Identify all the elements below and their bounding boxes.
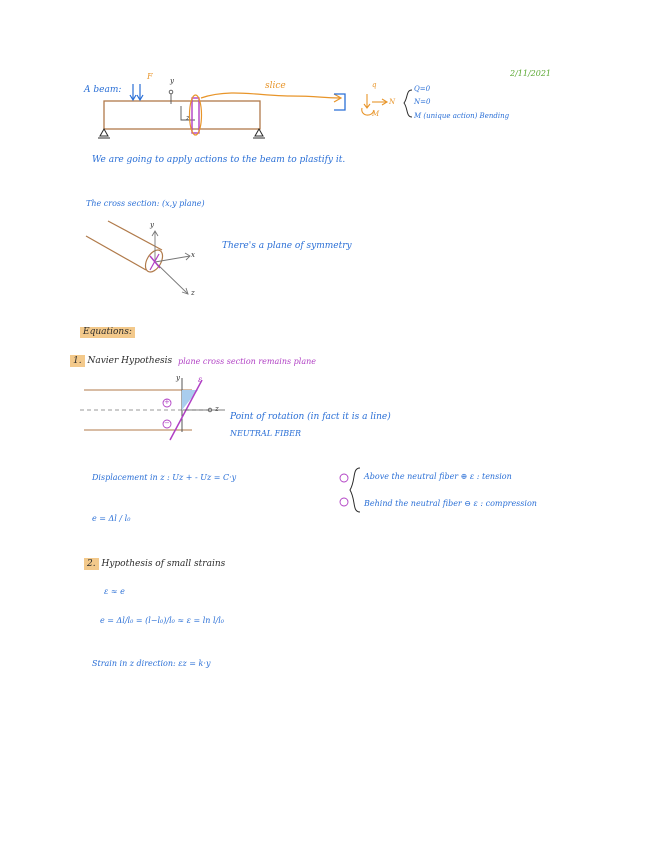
strain-z: Strain in z direction: εz = k·y: [92, 659, 211, 668]
displacement-text: Displacement in z : Uz + - Uz = C·y: [92, 473, 237, 482]
hypothesis1-number: 1.: [70, 355, 85, 367]
beam-axis-y: y: [170, 77, 174, 85]
equations-heading: Equations:: [80, 327, 135, 338]
section-axis-x: x: [191, 251, 195, 259]
plus-sign: +: [164, 398, 170, 406]
neutral-fiber-label: NEUTRAL FIBER: [230, 429, 302, 438]
cross-section-title: The cross section: (x,y plane): [86, 199, 205, 208]
rotation-note: Point of rotation (in fact it is a line): [230, 412, 391, 422]
above-neutral: Above the neutral fiber ⊕ ε : tension: [364, 472, 512, 481]
approx-eq: ε ≈ e: [104, 587, 125, 596]
epsilon-label: ε: [198, 375, 203, 384]
condition-q: Q=0: [414, 85, 431, 93]
plastify-sentence: We are going to apply actions to the beam to plastify it.: [92, 155, 346, 165]
behind-neutral: Behind the neutral fiber ⊖ ε : compression: [364, 499, 537, 508]
navier-axis-y: y: [176, 374, 180, 382]
log-strain-formula: e = Δl/l₀ = (l−l₀)/l₀ ≈ ε = ln l/l₀: [100, 616, 224, 625]
moment-M-label: M: [372, 110, 380, 118]
compression-circle-icon: [340, 498, 348, 506]
hypothesis2-title: [84, 560, 225, 569]
normal-N-label: N: [389, 98, 396, 106]
hypothesis2-name: Hypothesis of small strains: [101, 559, 226, 569]
condition-n: N=0: [414, 98, 431, 106]
hypothesis1-name: Navier Hypothesis: [87, 356, 173, 366]
symmetry-note: There's a plane of symmetry: [222, 241, 352, 251]
condition-m: M (unique action) Bending: [414, 112, 510, 120]
beam-label: A beam:: [84, 85, 122, 95]
minus-sign: −: [164, 419, 170, 427]
beam-axis-z: z: [186, 114, 190, 122]
hypothesis1-subtitle: plane cross section remains plane: [178, 357, 316, 366]
slice-label: slice: [265, 81, 286, 91]
e-formula: e = Δl / l₀: [92, 514, 131, 523]
section-axis-z: z: [191, 289, 195, 297]
force-label: F: [147, 72, 153, 81]
tension-circle-icon: [340, 474, 348, 482]
hypothesis2-number: 2.: [84, 558, 99, 570]
shear-q-label: q: [372, 81, 377, 89]
section-axis-y: y: [150, 221, 154, 229]
navier-axis-z: z: [215, 405, 219, 413]
date: 2/11/2021: [510, 69, 552, 78]
